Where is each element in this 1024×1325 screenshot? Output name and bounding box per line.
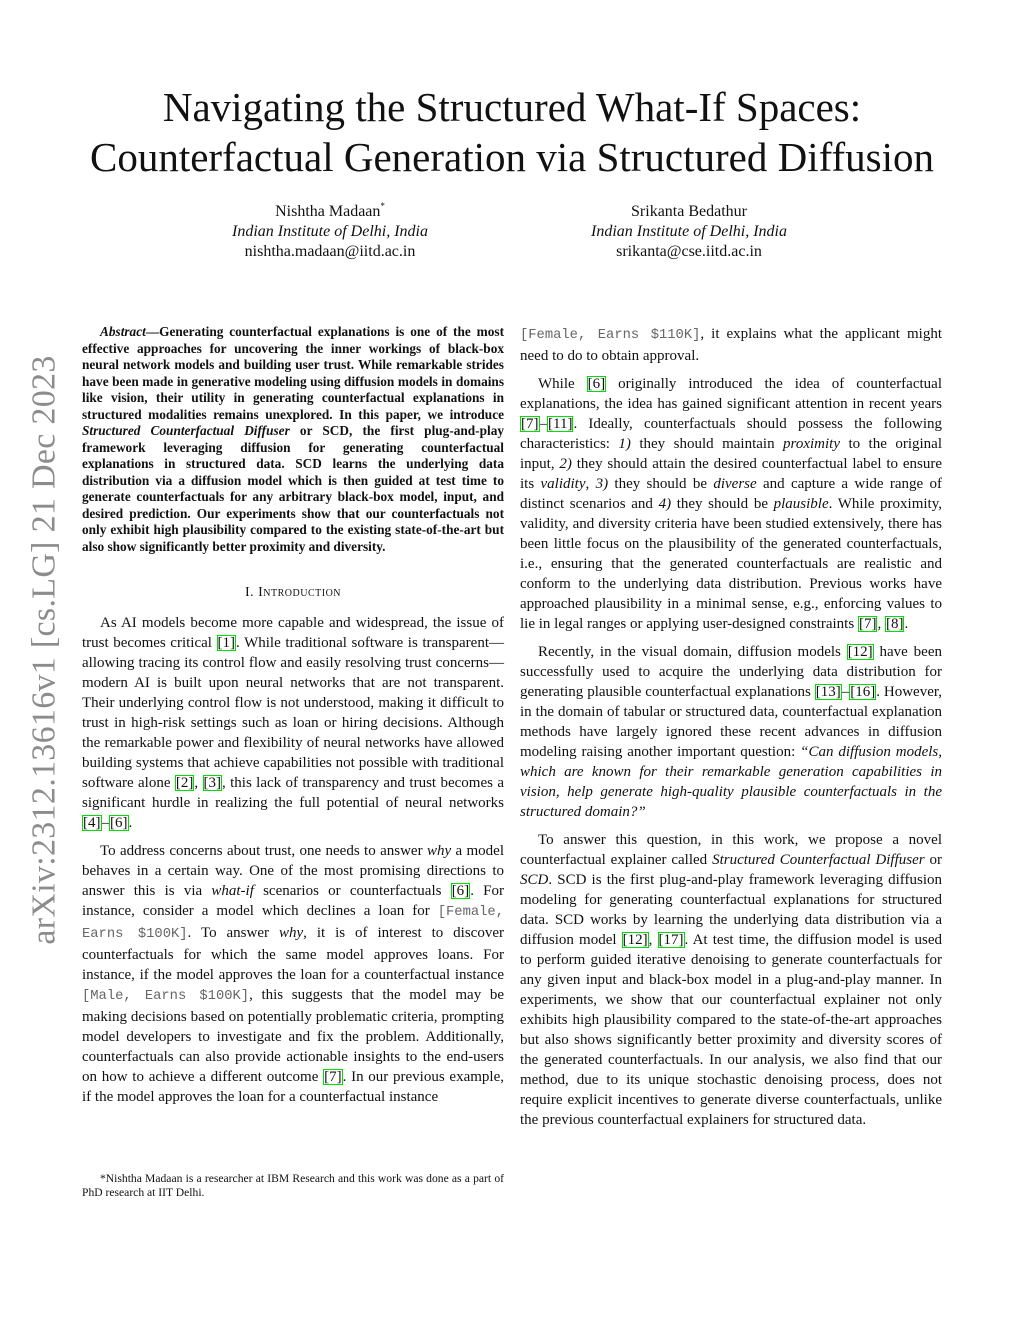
paragraph: While [6] originally introduced the idea of counterfactual explanations, the idea has gained significant attention in recent years [7]–[11]. Ideally, counterfactuals should possess the following characteristics: 1) they should maintain proximity to the original input, 2) they should attain the desired counterfactual label to ensure its validity, 3) they should be diverse and capture a wide range of distinct scenarios and 4) they should be plausible. While proximity, validity, and diversity criteria have been studied extensively, there has been little focus on the plausibility of the generated counterfactuals, i.e., ensuring that the generated counterfactuals are realistic and conform to the underlying data distribution. Previous works have approached plausibility in a minimal sense, e.g., enforcing values to lie in legal ranges or applying user-designed constraints [7], [8]. — [520, 376, 942, 632]
citation-link[interactable]: [12] — [847, 644, 873, 660]
author-block — [539, 202, 839, 262]
section-heading: I. Introduction — [244, 585, 342, 600]
paper-title — [60, 82, 964, 182]
citation-link[interactable]: [7] — [858, 616, 877, 632]
citation-link[interactable]: [16] — [850, 684, 876, 700]
footnote-marker: * — [380, 201, 385, 211]
abstract-emphasis: Structured Counterfactual Diffuser — [82, 423, 290, 438]
research-question: “Can diffusion models, which are known for their remarkable generation capabilities in vision, help generate high-quality plausible counterfactuals in the structured domain?” — [520, 744, 942, 820]
paragraph: Recently, in the visual domain, diffusion models [12] have been successfully used to acquire the underlying data distribution for generating plausible counterfactual explanations [13]–[16]. However, in the domain of tabular or structured data, counterfactual explanation methods have largely ignored these recent advances in diffusion modeling raising another important question: “Can diffusion models, which are known for their remarkable generation capabilities in vision, help generate high-quality plausible counterfactuals in the structured domain?” — [520, 644, 942, 820]
right-column — [520, 324, 942, 1138]
author-name: Nishtha Madaan — [275, 203, 381, 220]
citation-link[interactable]: [8] — [885, 616, 904, 632]
citation-link[interactable]: [11] — [548, 416, 573, 432]
citation-link[interactable]: [3] — [203, 775, 221, 791]
citation-link[interactable]: [7] — [521, 416, 539, 432]
arxiv-identifier — [14, 350, 76, 950]
paper-title-line-1: Navigating the Structured What-If Spaces: — [162, 84, 862, 130]
author-affiliation: Indian Institute of Delhi, India — [591, 223, 787, 240]
paragraph: As AI models become more capable and widespread, the issue of trust becomes critical [1]. While traditional software is transparent—allowing tracing its control flow and easily resolving trust concerns—modern AI is built upon neural networks that are not transparent. Their underlying control flow is not understood, making it difficult to trust in high-risk settings such as loan or hiring decisions. Although the remarkable power and flexibility of neural networks have allowed building systems that achieve capabilities not possible with traditional software alone [2], [3], this lack of transparency and trust becomes a significant hurdle in realizing the full potential of neural networks [4]–[6]. — [82, 615, 504, 831]
citation-link[interactable]: [12] — [622, 932, 648, 948]
citation-link[interactable]: [1] — [217, 635, 236, 651]
citation-link[interactable]: [17] — [658, 932, 684, 948]
paper-title-line-2: Counterfactual Generation via Structured Diffusion — [89, 134, 935, 180]
citation-link[interactable]: [6] — [451, 883, 470, 899]
footnote: *Nishtha Madaan is a researcher at IBM Research and this work was done as a part of PhD research at IIT Delhi. — [82, 1172, 504, 1199]
citation-link[interactable]: [7] — [324, 1069, 342, 1085]
citation-link[interactable]: [13] — [815, 684, 841, 700]
code-snippet: [Female, Earns $100K] — [82, 905, 504, 942]
author-affiliation: Indian Institute of Delhi, India — [232, 223, 428, 240]
abstract: Abstract—Generating counterfactual explanations is one of the most effective approaches for uncovering the inner workings of black-box neural network models and building user trust. While remarkable strides have been made in generative modeling using diffusion models in domains like vision, their utility in generating counterfactual explanations in structured modalities remains unexplored. In this paper, we introduce Structured Counterfactual Diffuser or SCD, the first plug-and-play framework leveraging diffusion for generating counterfactual explanations in structured data. SCD learns the underlying data distribution via a diffusion model which is then guided at test time to generate counterfactuals for any arbitrary black-box model, input, and desired prediction. Our experiments show that our counterfactuals not only exhibit high plausibility compared to the existing state-of-the-art but also show significantly better proximity and diversity. — [82, 324, 504, 554]
paragraph: [Female, Earns $110K], it explains what the applicant might need to do to obtain approval. — [520, 326, 942, 364]
author-email: nishtha.madaan@iitd.ac.in — [244, 243, 416, 260]
code-snippet: [Female, Earns $110K] — [520, 328, 701, 343]
citation-link[interactable]: [2] — [175, 775, 194, 791]
citation-link[interactable]: [6] — [110, 815, 128, 831]
paragraph: To address concerns about trust, one needs to answer why a model behaves in a certain way. One of the most promising directions to answer this is via what-if scenarios or counterfactuals [6]. For instance, consider a model which declines a loan for [Female, Earns $100K]. To answer why, it is of interest to discover counterfactuals for which the same model approves loans. For instance, if the model approves the loan for a counterfactual instance [Male, Earns $100K], this suggests that the model may be making decisions based on potentially problematic criteria, prompting model developers to investigate and fix the problem. Additionally, counterfactuals can also provide actionable insights to the end-users on how to achieve a different outcome [7]. In our previous example, if the model approves the loan for a counterfactual instance — [82, 843, 504, 1105]
left-column — [82, 324, 504, 1115]
citation-link[interactable]: [6] — [587, 376, 606, 392]
author-block — [180, 202, 480, 262]
arxiv-identifier-text: arXiv:2312.13616v1 [cs.LG] 21 Dec 2023 — [26, 355, 64, 945]
author-name: Srikanta Bedathur — [631, 203, 747, 220]
code-snippet: [Male, Earns $100K] — [82, 989, 250, 1004]
paragraph: To answer this question, in this work, we propose a novel counterfactual explainer called Structured Counterfactual Diffuser or SCD. SCD is the first plug-and-play framework leveraging diffusion modeling for generating counterfactual explanations for structured data. SCD works by learning the underlying data distribution via a diffusion model [12], [17]. At test time, the diffusion model is used to perform guided iterative denoising to generate counterfactuals for any given input and black-box model in a plug-and-play manner. In experiments, we show that our counterfactual explainer not only exhibits high plausibility compared to the state-of-the-art approaches but also shows significantly better proximity and diversity scores of the generated counterfactuals. In our analysis, we also find that our method, due to its unique stochastic denoising process, does not require explicit incentives to generate diverse counterfactuals, unlike the previous counterfactual explainers for structured data. — [520, 832, 942, 1128]
abstract-label: Abstract — [100, 324, 146, 339]
citation-link[interactable]: [4] — [83, 815, 101, 831]
author-email: srikanta@cse.iitd.ac.in — [616, 243, 762, 260]
